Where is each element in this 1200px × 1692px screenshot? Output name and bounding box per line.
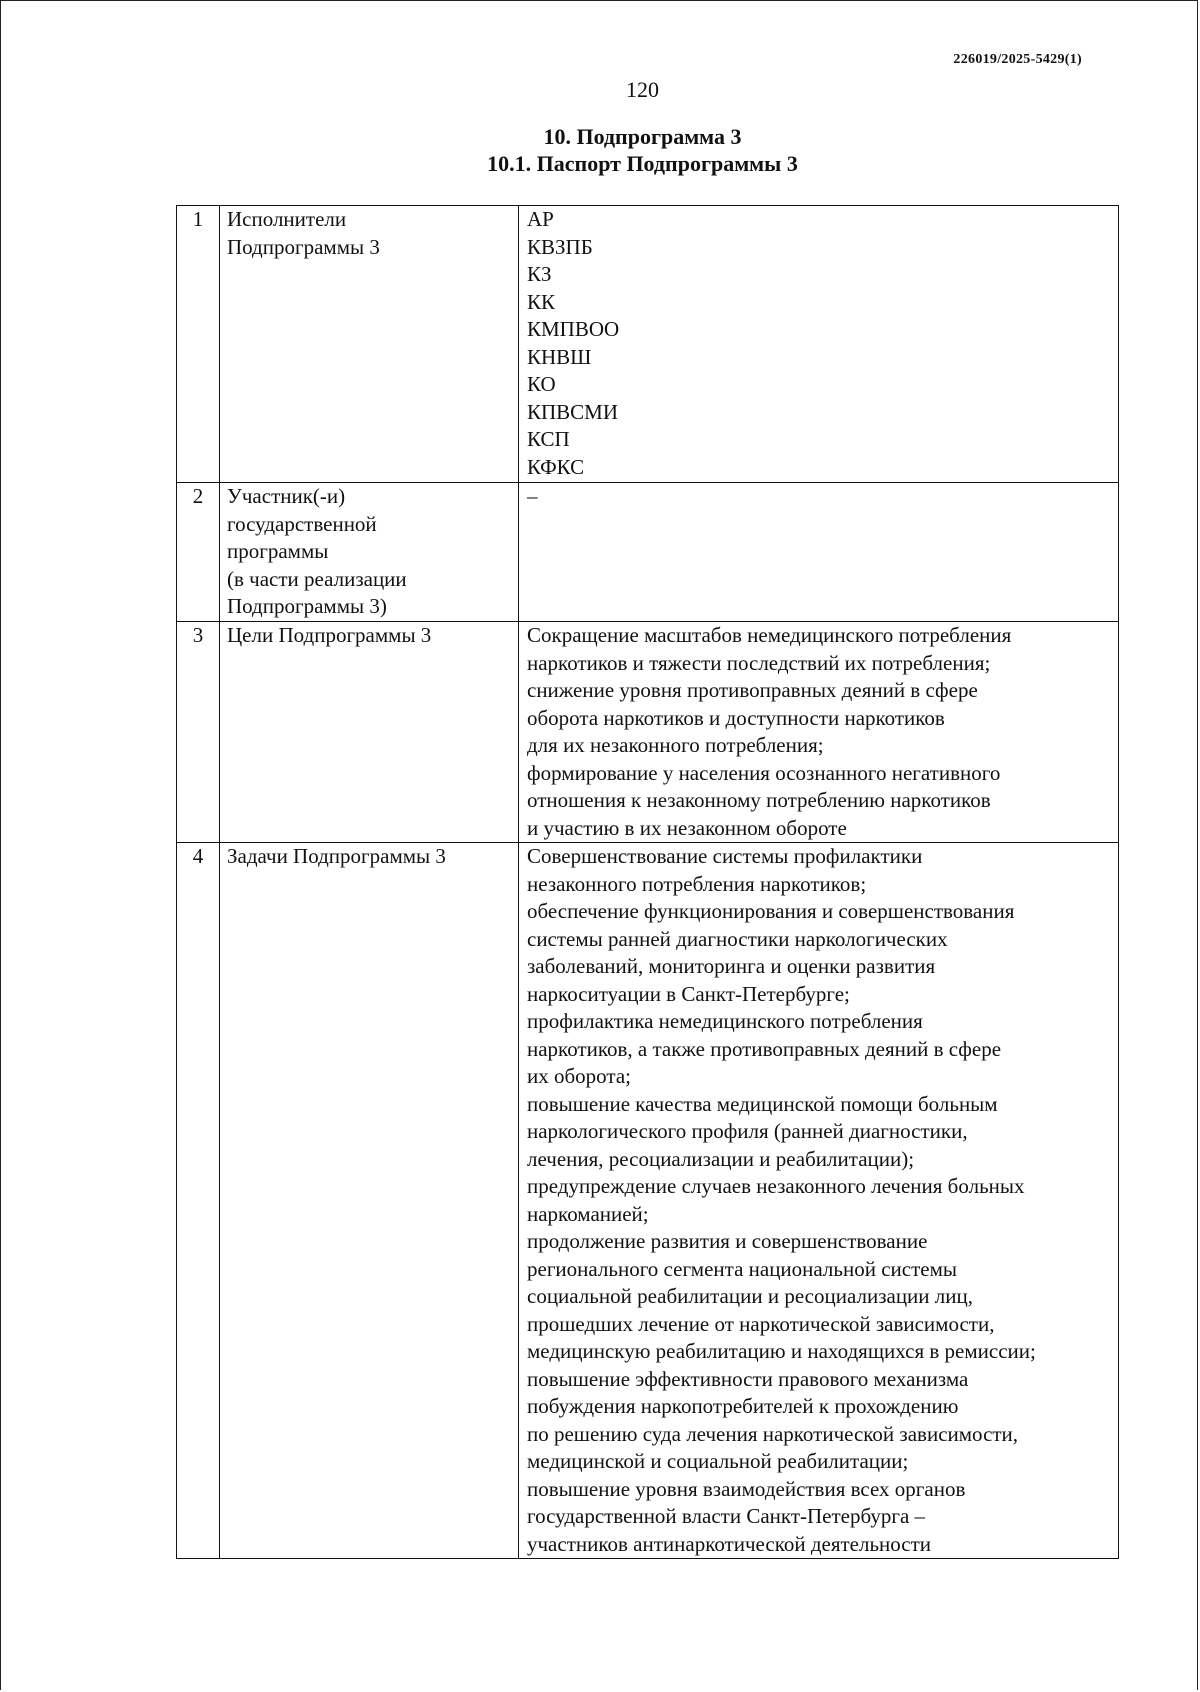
row-label [220, 483, 519, 622]
label-line: Подпрограммы 3 [227, 234, 380, 259]
value-line: КНВШ [527, 344, 592, 369]
label-line: программы [227, 539, 329, 563]
value-line: КО [527, 372, 556, 396]
value-line: социальной реабилитации и ресоциализации лиц, [527, 1284, 973, 1308]
value-line: КМПВОО [527, 317, 620, 341]
subsection-heading: 10.1. Паспорт Подпрограммы 3 [487, 151, 798, 176]
row-value [519, 206, 1119, 483]
label-line: Задачи Подпрограммы 3 [227, 844, 446, 868]
label-line: государственной [227, 511, 377, 536]
row-label [220, 206, 519, 483]
value-line: по решению суда лечения наркотической зависимости, [527, 1421, 1019, 1446]
value-line: – [527, 484, 538, 508]
label-line: Подпрограммы 3) [227, 594, 387, 618]
value-line: КВЗПБ [527, 234, 593, 259]
section-heading: 10. Подпрограмма 3 [543, 124, 742, 149]
value-line: участников антинаркотической деятельности [527, 1531, 932, 1556]
value-line: повышение качества медицинской помощи больным [527, 1091, 998, 1116]
value-line: медицинскую реабилитацию и находящихся в ремиссии; [527, 1339, 1036, 1363]
label-line: Цели Подпрограммы 3 [227, 623, 432, 647]
value-line: наркологического профиля (ранней диагностики, [527, 1119, 968, 1143]
label-line: (в части реализации [227, 566, 407, 591]
value-line: КК [527, 289, 556, 314]
value-line: КПВСМИ [527, 399, 619, 424]
value-line: КФКС [527, 454, 585, 479]
value-line: Совершенствование системы профилактики [527, 844, 923, 868]
row-value [519, 622, 1119, 843]
row-number: 4 [177, 843, 220, 1559]
value-line: Сокращение масштабов немедицинского потребления [527, 623, 1012, 647]
value-line: КЗ [527, 262, 552, 286]
value-line: отношения к незаконному потреблению наркотиков [527, 788, 991, 812]
value-line: наркоманией; [527, 1201, 649, 1226]
value-line: государственной власти Санкт-Петербурга – [527, 1504, 926, 1528]
value-line: предупреждение случаев незаконного лечения больных [527, 1174, 1025, 1198]
value-line: незаконного потребления наркотиков; [527, 871, 867, 896]
document-id: 226019/2025-5429(1) [953, 52, 1082, 67]
value-line: их оборота; [527, 1064, 631, 1088]
row-value [519, 843, 1119, 1559]
value-line: профилактика немедицинского потребления [527, 1009, 923, 1033]
label-line: Участник(-и) [227, 484, 346, 508]
row-value [519, 483, 1119, 622]
table-row [177, 622, 1119, 843]
row-number: 2 [177, 483, 220, 622]
value-line: КСП [527, 427, 570, 451]
value-line: наркоситуации в Санкт-Петербурге; [527, 981, 850, 1006]
value-line: наркотиков и тяжести последствий их потребления; [527, 650, 991, 675]
passport-table [176, 205, 1119, 1559]
row-label [220, 622, 519, 843]
value-line: продолжение развития и совершенствование [527, 1229, 928, 1253]
value-line: наркотиков, а также противоправных деяний в сфере [527, 1036, 1002, 1061]
table-row [177, 843, 1119, 1559]
value-line: регионального сегмента национальной системы [527, 1256, 957, 1281]
table-row [177, 483, 1119, 622]
value-line: обеспечение функционирования и совершенствования [527, 899, 1015, 923]
row-number: 1 [177, 206, 220, 483]
table-row [177, 206, 1119, 483]
row-label [220, 843, 519, 1559]
page-number: 120 [626, 77, 659, 102]
value-line: системы ранней диагностики наркологических [527, 926, 948, 951]
value-line: оборота наркотиков и доступности наркотиков [527, 705, 945, 730]
value-line: повышение уровня взаимодействия всех органов [527, 1476, 966, 1501]
value-line: для их незаконного потребления; [527, 733, 824, 757]
value-line: прошедших лечение от наркотической зависимости, [527, 1311, 995, 1336]
value-line: повышение эффективности правового механизма [527, 1366, 969, 1391]
value-line: побуждения наркопотребителей к прохождению [527, 1394, 959, 1418]
row-number: 3 [177, 622, 220, 843]
value-line: формирование у населения осознанного негативного [527, 760, 1001, 785]
value-line: заболеваний, мониторинга и оценки развития [527, 954, 936, 978]
value-line: и участию в их незаконном обороте [527, 815, 847, 840]
value-line: медицинской и социальной реабилитации; [527, 1449, 909, 1473]
value-line: снижение уровня противоправных деяний в сфере [527, 678, 978, 702]
label-line: Исполнители [227, 207, 347, 231]
value-line: лечения, ресоциализации и реабилитации); [527, 1146, 915, 1171]
value-line: АР [527, 207, 554, 231]
